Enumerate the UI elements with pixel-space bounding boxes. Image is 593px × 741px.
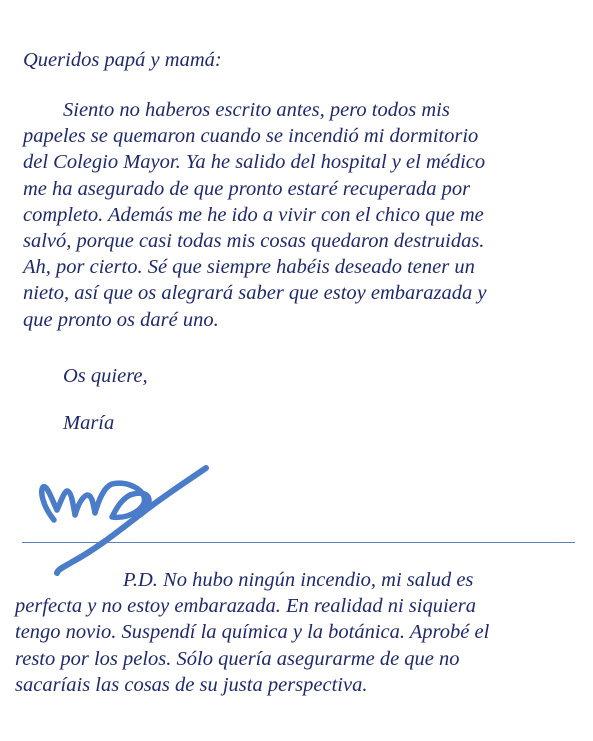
closing: Os quiere, bbox=[63, 365, 148, 387]
postscript-line: tengo novio. Suspendí la química y la botánica. Aprobé el bbox=[15, 621, 490, 644]
postscript-line: perfecta y no estoy embarazada. En realidad ni siquiera bbox=[15, 595, 476, 618]
signer-name: María bbox=[63, 412, 115, 434]
letter-body bbox=[23, 97, 583, 333]
body-line: completo. Además me he ido a vivir con el chico que me bbox=[23, 203, 484, 226]
body-line: del Colegio Mayor. Ya he salido del hospital y el médico bbox=[23, 151, 486, 174]
postscript bbox=[15, 567, 585, 698]
body-line: que pronto os daré uno. bbox=[23, 308, 219, 331]
greeting: Queridos papá y mamá: bbox=[23, 49, 222, 71]
body-line: Ah, por cierto. Sé que siempre habéis deseado tener un bbox=[23, 256, 475, 279]
postscript-line: sacaríais las cosas de su justa perspectiva. bbox=[15, 673, 368, 696]
body-line: me ha asegurado de que pronto estaré recuperada por bbox=[23, 177, 471, 200]
postscript-line: resto por los pelos. Sólo quería asegurarme de que no bbox=[15, 647, 460, 670]
body-line: nieto, así que os alegrará saber que estoy embarazada y bbox=[23, 282, 487, 305]
postscript-line: P.D. No hubo ningún incendio, mi salud es bbox=[123, 569, 474, 591]
divider-line bbox=[22, 542, 575, 543]
body-line: papeles se quemaron cuando se incendió mi dormitorio bbox=[23, 125, 479, 148]
body-line: salvó, porque casi todas mis cosas quedaron destruidas. bbox=[23, 230, 485, 253]
body-line: Siento no haberos escrito antes, pero todos mis bbox=[63, 99, 450, 121]
handwritten-signature bbox=[30, 455, 230, 585]
